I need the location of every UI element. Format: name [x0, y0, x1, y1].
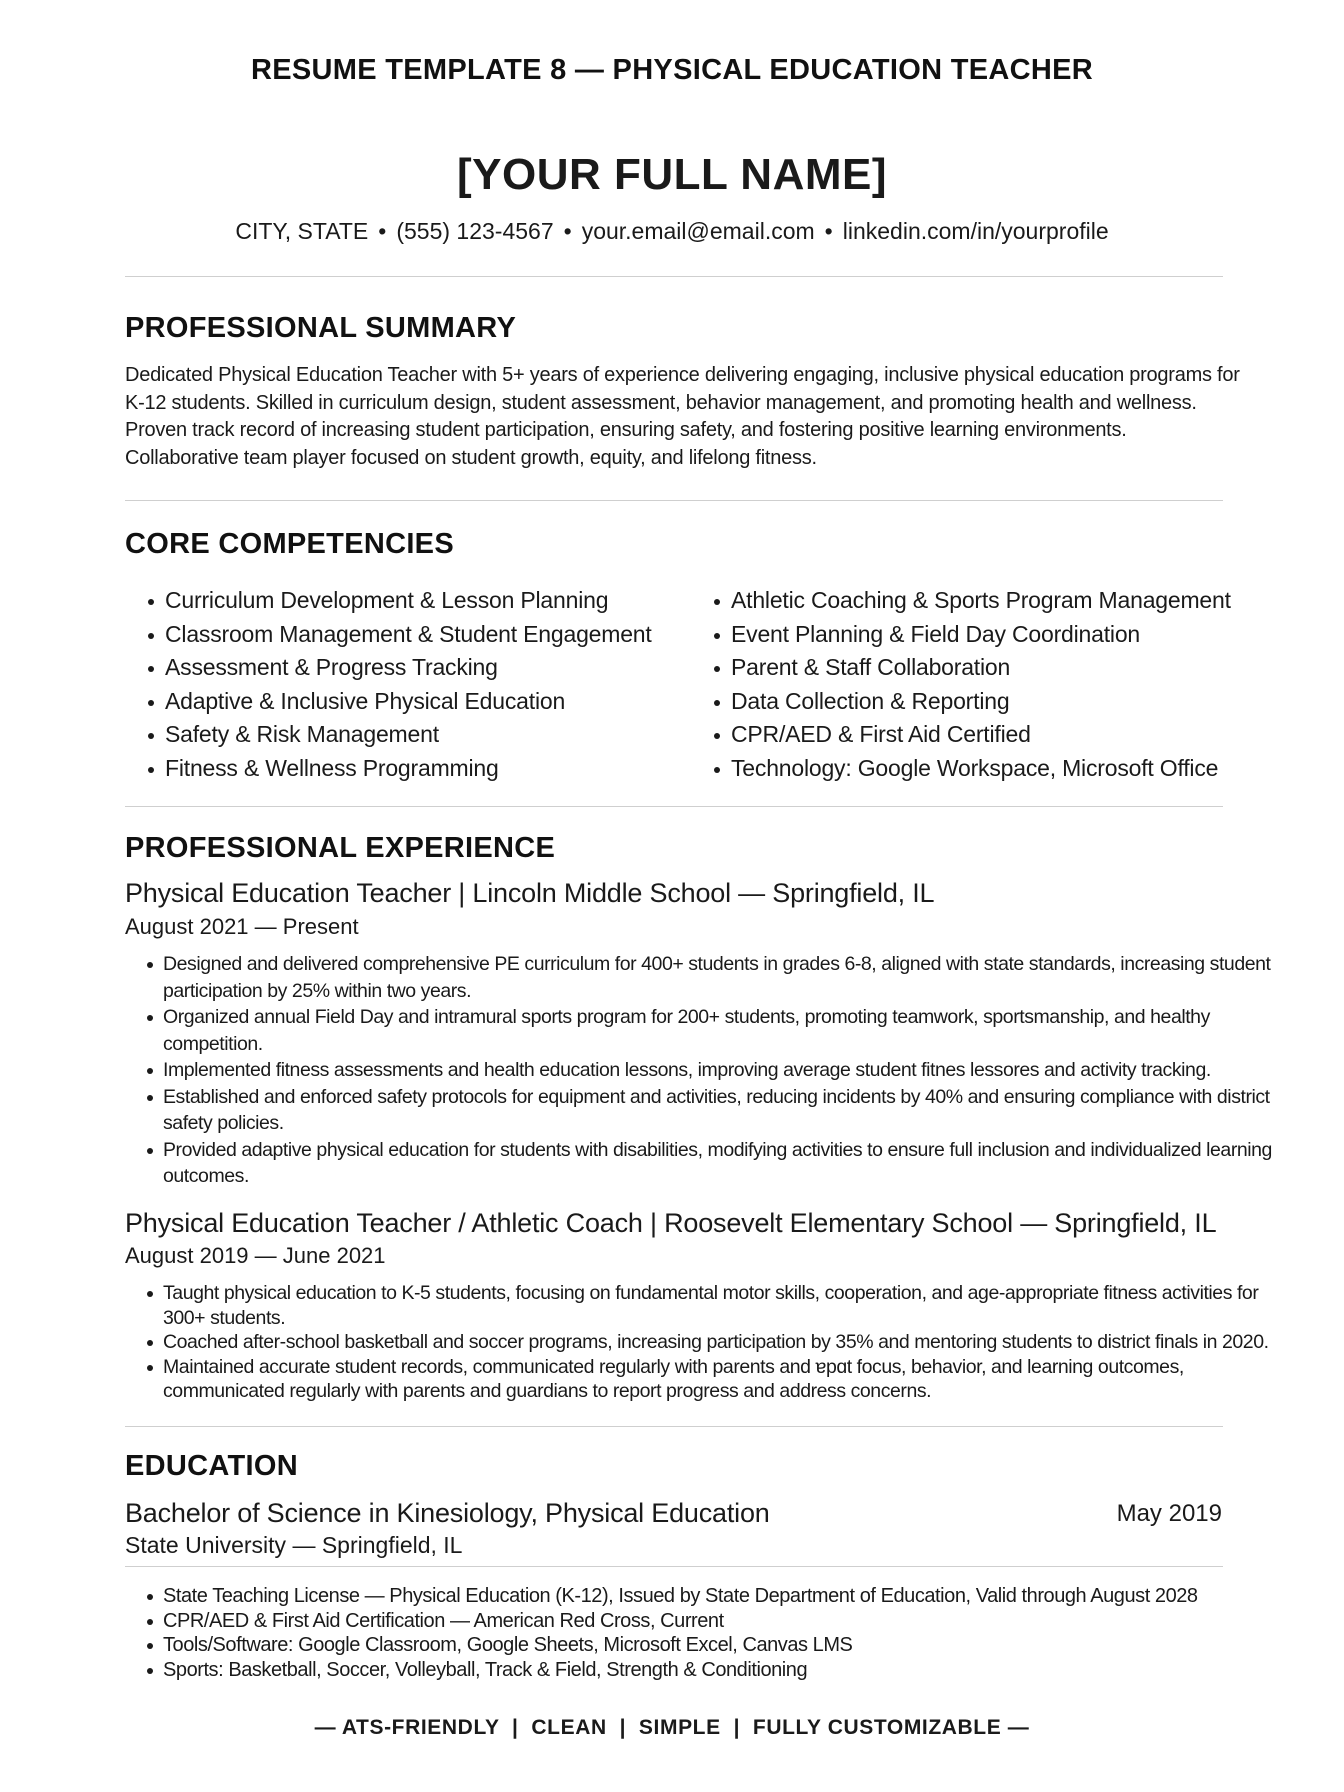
competency-item: Parent & Staff Collaboration	[711, 651, 1231, 685]
school-name: State University — Springfield, IL	[125, 1532, 463, 1558]
job-bullets	[125, 1281, 1275, 1404]
competency-item: Fitness & Wellness Programming	[145, 752, 652, 786]
job-bullet: Organized annual Field Day and intramural sports program for 200+ students, promoting teamwork, sportsmanship, and healthy competition.	[125, 1004, 1275, 1057]
experience-heading: PROFESSIONAL EXPERIENCE	[125, 832, 556, 864]
job-bullet: Implemented fitness assessments and health education lessons, improving average student fitnes lessores and activity tracking.	[125, 1057, 1275, 1084]
competencies-right-list	[711, 584, 1231, 786]
contact-location: CITY, STATE	[235, 218, 369, 244]
competency-item: CPR/AED & First Aid Certified	[711, 718, 1231, 752]
competency-item: Athletic Coaching & Sports Program Management	[711, 584, 1231, 618]
education-extra: State Teaching License — Physical Education (K-12), Issued by State Department of Education, Valid through August 2028	[125, 1584, 1275, 1609]
contact-separator: •	[563, 218, 572, 244]
full-name: [YOUR FULL NAME]	[456, 150, 888, 199]
job-bullet: Maintained accurate student records, communicated regularly with parents and ɐpɑt focus, behavior, and learning outcomes, communicated regularly with parents and guardians to report progress and address concerns.	[125, 1355, 1275, 1404]
degree-date: May 2019	[1116, 1500, 1222, 1527]
job-dates: August 2021 — Present	[125, 914, 359, 939]
job-title: Physical Education Teacher | Lincoln Middle School — Springfield, IL	[125, 878, 935, 908]
job-dates: August 2019 — June 2021	[125, 1243, 386, 1268]
contact-separator: •	[824, 218, 833, 244]
contact-line	[0, 218, 1344, 245]
summary-heading: PROFESSIONAL SUMMARY	[125, 312, 517, 344]
job-bullet: Coached after-school basketball and soccer programs, increasing participation by 35% and mentoring students to district finals in 2020.	[125, 1330, 1275, 1355]
job-bullets	[125, 951, 1275, 1190]
section-divider	[125, 1566, 1223, 1567]
competency-item: Safety & Risk Management	[145, 718, 652, 752]
competencies-left-list	[145, 584, 652, 786]
competency-item: Adaptive & Inclusive Physical Education	[145, 685, 652, 719]
contact-phone: (555) 123-4567	[396, 218, 554, 244]
document-label: RESUME TEMPLATE 8 — PHYSICAL EDUCATION TEACHER	[251, 54, 1093, 86]
section-divider	[125, 806, 1223, 807]
education-extra: Sports: Basketball, Soccer, Volleyball, Track & Field, Strength & Conditioning	[125, 1658, 1275, 1683]
job-bullet: Provided adaptive physical education for students with disabilities, modifying activities to ensure full inclusion and individualized learning outcomes.	[125, 1137, 1275, 1190]
competency-item: Assessment & Progress Tracking	[145, 651, 652, 685]
education-extra: CPR/AED & First Aid Certification — American Red Cross, Current	[125, 1609, 1275, 1634]
competency-item: Technology: Google Workspace, Microsoft Office	[711, 752, 1231, 786]
footer-tagline: — ATS-FRIENDLY | CLEAN | SIMPLE | FULLY CUSTOMIZABLE —	[314, 1716, 1030, 1739]
contact-separator: •	[378, 218, 387, 244]
education-extras	[125, 1584, 1275, 1682]
competency-item: Curriculum Development & Lesson Planning	[145, 584, 652, 618]
section-divider	[125, 276, 1223, 277]
job-bullet: Designed and delivered comprehensive PE curriculum for 400+ students in grades 6-8, aligned with state standards, increasing student participation by 25% within two years.	[125, 951, 1275, 1004]
section-divider	[125, 1426, 1223, 1427]
job-bullet: Taught physical education to K-5 students, focusing on fundamental motor skills, cooperation, and age-appropriate fitness activities for 300+ students.	[125, 1281, 1275, 1330]
section-divider	[125, 500, 1223, 501]
contact-linkedin: linkedin.com/in/yourprofile	[842, 218, 1109, 244]
competency-item: Classroom Management & Student Engagement	[145, 618, 652, 652]
competency-item: Event Planning & Field Day Coordination	[711, 618, 1231, 652]
job-title: Physical Education Teacher / Athletic Coach | Roosevelt Elementary School — Springfield, IL	[125, 1208, 1217, 1238]
education-heading: EDUCATION	[125, 1450, 298, 1482]
degree-title: Bachelor of Science in Kinesiology, Physical Education	[125, 1498, 770, 1528]
competencies-heading: CORE COMPETENCIES	[125, 528, 454, 560]
contact-email: your.email@email.com	[581, 218, 815, 244]
education-extra: Tools/Software: Google Classroom, Google Sheets, Microsoft Excel, Canvas LMS	[125, 1633, 1275, 1658]
competency-item: Data Collection & Reporting	[711, 685, 1231, 719]
summary-text: Dedicated Physical Education Teacher with 5+ years of experience delivering engaging, inclusive physical education programs for K-12 students. Skilled in curriculum design, student assessment, behavior management, and promoting health and wellness. Proven track record of increasing student participation, ensuring safety, and fostering positive learning environments. Collaborative team player focused on student growth, equity, and lifelong fitness.	[125, 364, 1240, 469]
job-bullet: Established and enforced safety protocols for equipment and activities, reducing incidents by 40% and ensuring compliance with district safety policies.	[125, 1084, 1275, 1137]
